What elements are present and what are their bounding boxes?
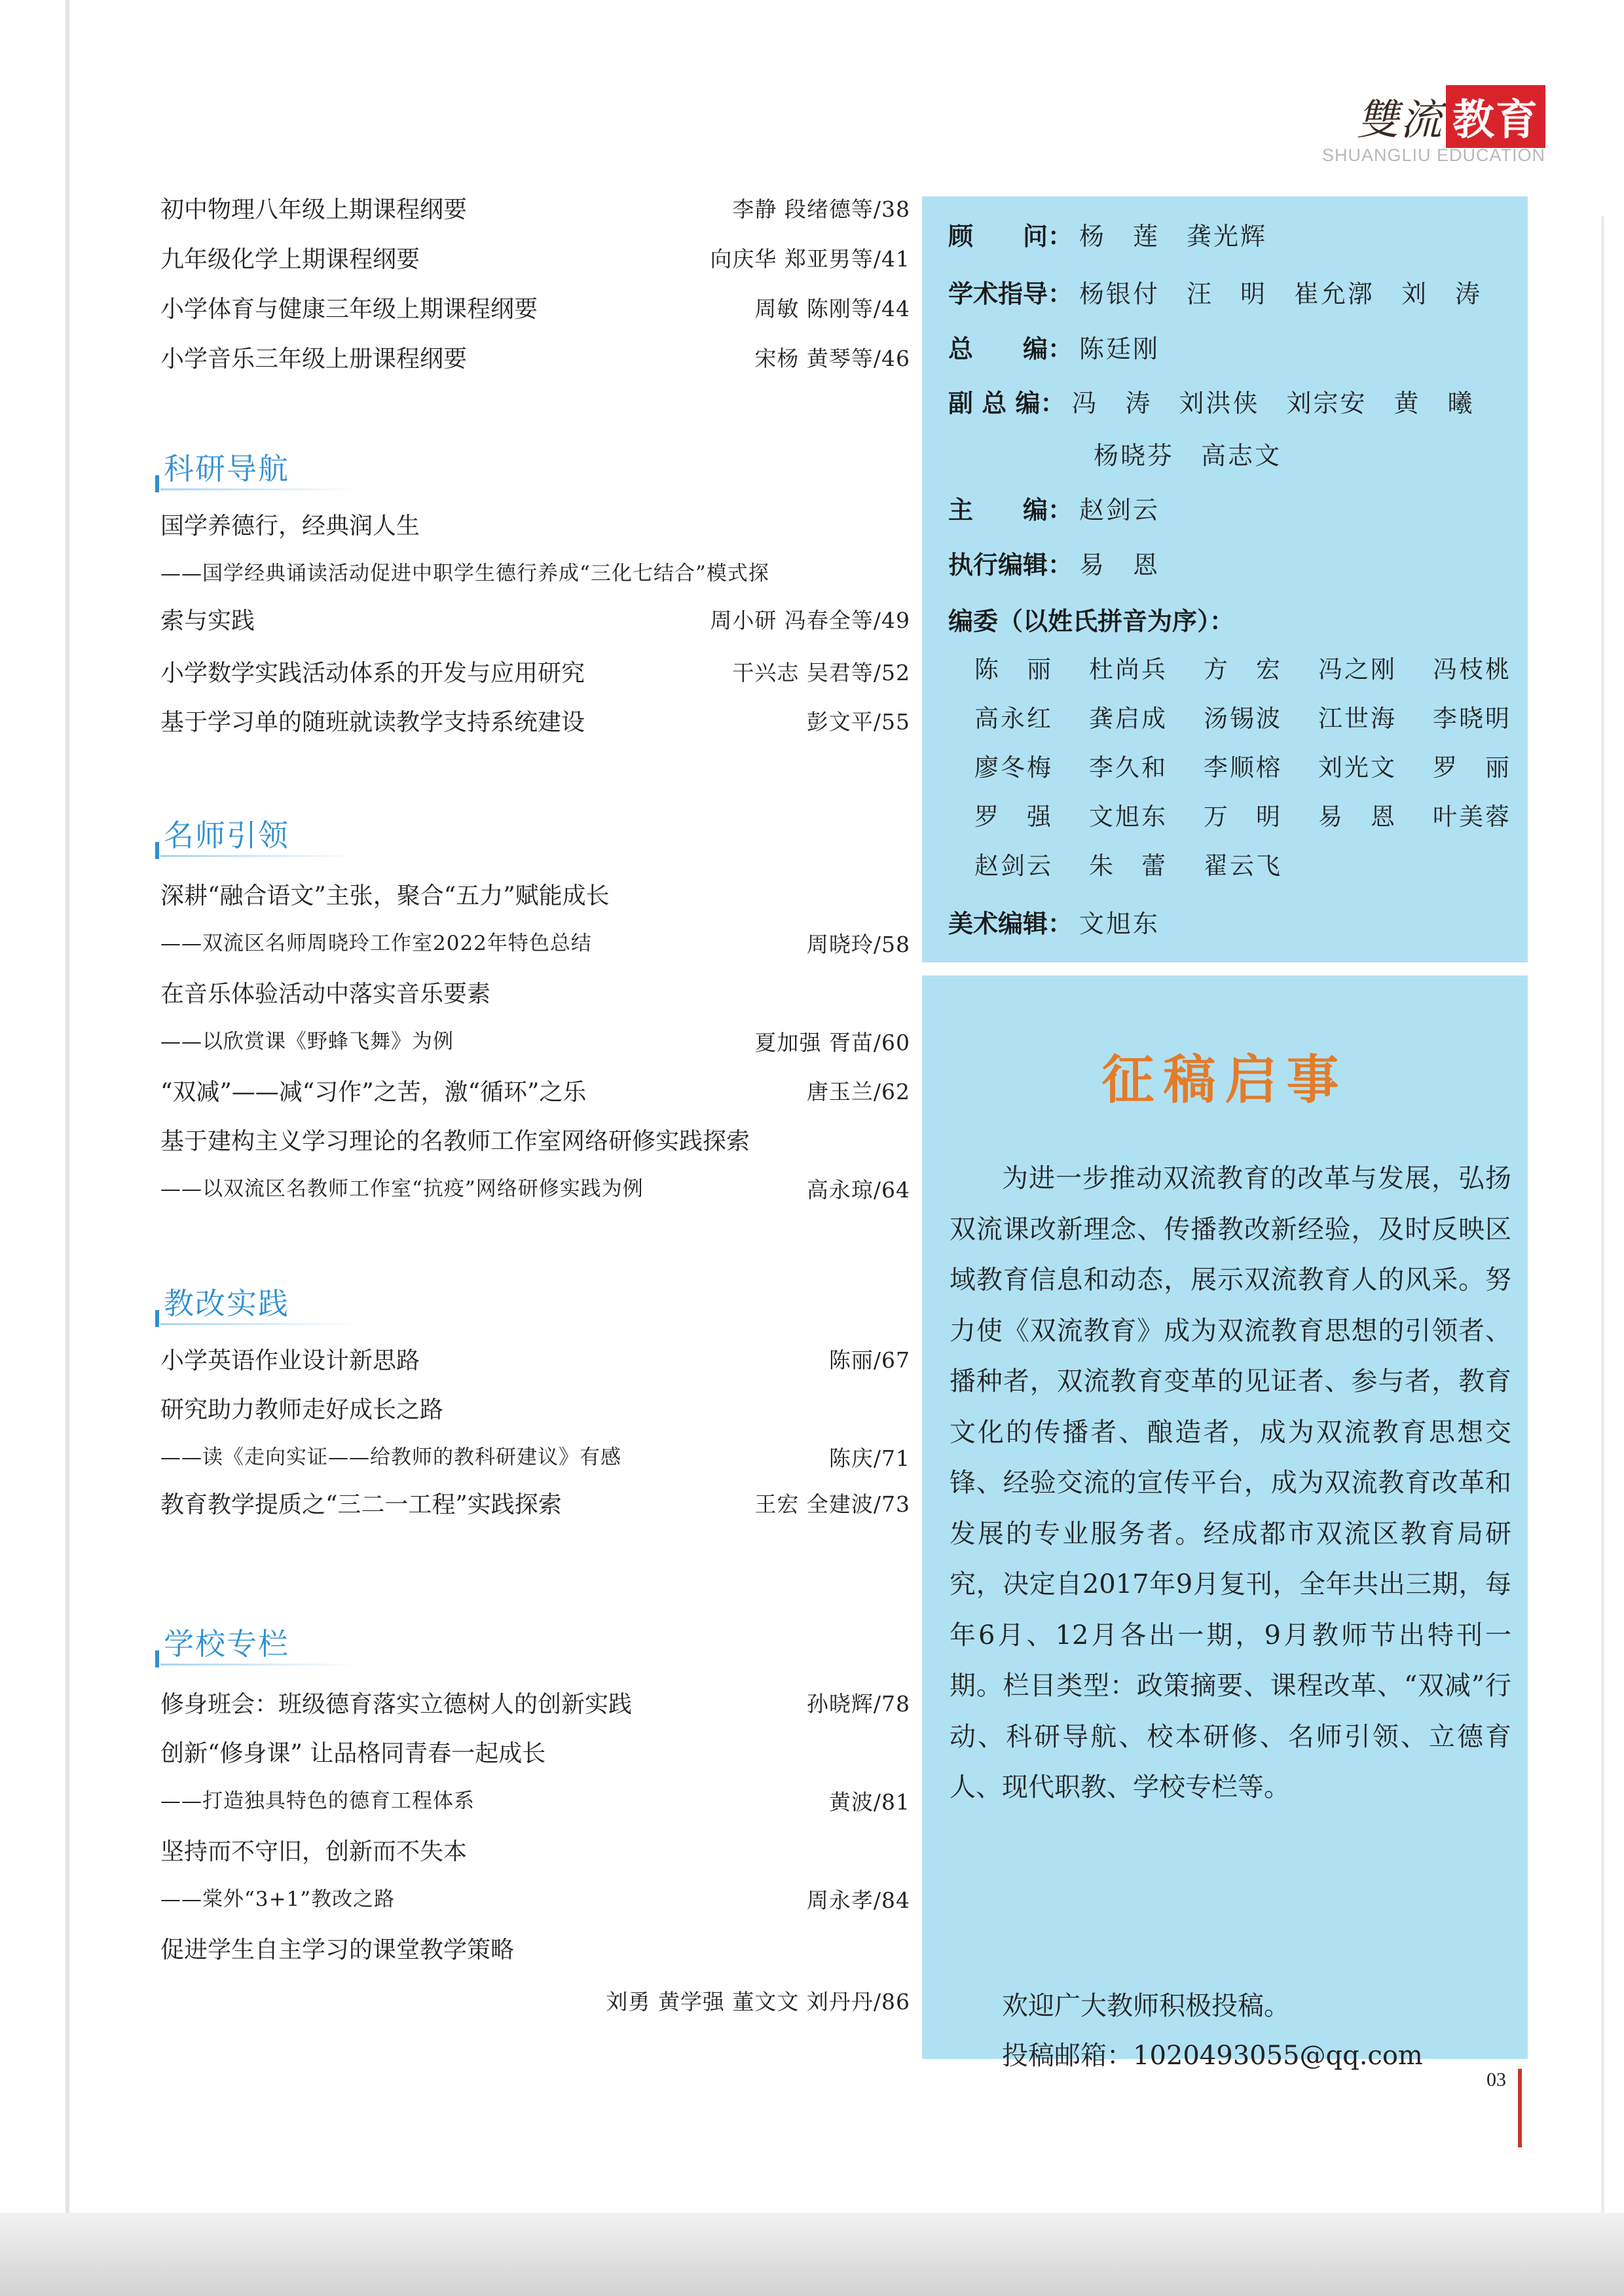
- toc-entry-title: “双减”——减“习作”之苦，激“循环”之乐: [160, 1079, 587, 1106]
- toc-entry-title: ——打造独具特色的德育工程体系: [160, 1789, 475, 1813]
- section-marker: [155, 475, 159, 492]
- toc-entry: [160, 1735, 910, 1774]
- editor-name: 刘光文: [1318, 754, 1397, 782]
- staff-row: [948, 435, 1282, 475]
- toc-entry-title: 索与实践: [160, 608, 255, 634]
- toc-entry-author: 陈庆/71: [828, 1446, 910, 1471]
- editor-name: 高永红: [974, 704, 1053, 733]
- staff-names: 杨晓芬 高志文: [1094, 441, 1282, 470]
- toc-entry: [160, 1440, 910, 1480]
- section-title: 教改实践: [164, 1286, 289, 1321]
- toc-entry-title: 深耕“融合语文”主张，聚合“五力”赋能成长: [160, 883, 610, 909]
- toc-entry-author: 陈丽/67: [828, 1347, 910, 1373]
- editor-name: 李晓明: [1433, 704, 1511, 733]
- editor-name: 叶美蓉: [1433, 803, 1511, 831]
- toc-entry-title: ——双流区名师周晓玲工作室2022年特色总结: [160, 932, 592, 955]
- scan-bottom-shadow: [0, 2213, 1624, 2296]
- staff-row: [948, 274, 1482, 313]
- toc-entry-title: 初中物理八年级上期课程纲要: [160, 196, 468, 223]
- toc-entry: [160, 1686, 910, 1725]
- toc-entry-author: 宋杨 黄琴等/46: [754, 346, 910, 371]
- staff-row: [948, 490, 1160, 529]
- staff-role: 美术编辑：: [948, 909, 1073, 938]
- section-underline: [160, 488, 357, 490]
- staff-role: 执行编辑：: [948, 551, 1073, 579]
- editor-name: 冯枝桃: [1433, 655, 1511, 683]
- section-heading: [160, 445, 370, 491]
- editor-name: 罗 丽: [1433, 754, 1511, 782]
- staff-role: 主 编：: [948, 496, 1073, 524]
- toc-entry-title: ——读《走向实证——给教师的教科研建议》有感: [160, 1446, 621, 1469]
- toc-entry-title: ——国学经典诵读活动促进中职学生德行养成“三化七结合”模式探: [160, 562, 769, 585]
- toc-entry: [160, 556, 910, 596]
- toc-entry-author: 干兴志 吴君等/52: [732, 660, 910, 685]
- notice-email: 投稿邮箱：1020493055@qq.com: [1002, 2041, 1423, 2071]
- toc-entry-title: 小学英语作业设计新思路: [160, 1347, 420, 1374]
- toc-entry: [160, 1342, 910, 1381]
- toc-entry: [160, 1123, 910, 1162]
- toc-entry: [160, 1784, 910, 1823]
- toc-entry-title: 创新“修身课” 让品格同青春一起成长: [160, 1740, 546, 1767]
- toc-entry: [160, 1025, 910, 1064]
- editor-name: 汤锡波: [1204, 704, 1282, 733]
- toc-entry-author: 高永琼/64: [806, 1177, 910, 1203]
- staff-names: 杨银付 汪 明 崔允漷 刘 涛: [1079, 280, 1483, 308]
- toc-entry-title: 九年级化学上期课程纲要: [160, 246, 420, 273]
- toc-entry-title: ——以双流区名教师工作室“抗疫”网络研修实践为例: [160, 1177, 644, 1201]
- logo-text: 雙流: [1357, 96, 1443, 145]
- toc-entry: [160, 926, 910, 966]
- toc-entry-author: 向庆华 郑亚男等/41: [710, 246, 910, 272]
- toc-entry-author: 彭文平/55: [806, 709, 910, 735]
- staff-row: [948, 601, 1234, 640]
- staff-names: 赵剑云: [1079, 496, 1160, 524]
- editor-name: 万 明: [1204, 803, 1282, 831]
- toc-entry: [160, 1074, 910, 1113]
- toc-entry-author: 周晓玲/58: [806, 932, 910, 957]
- toc-entry-title: 基于学习单的随班就读教学支持系统建设: [160, 709, 585, 736]
- toc-entry-author: 夏加强 胥苗/60: [754, 1030, 910, 1055]
- editor-name: 李久和: [1089, 754, 1168, 782]
- toc-entry-author: 刘勇 黄学强 董文文 刘丹丹/86: [606, 1989, 910, 2014]
- toc-entry: [160, 1391, 910, 1430]
- toc-entry: [160, 1984, 910, 2023]
- staff-role: 副 总 编：: [948, 389, 1065, 418]
- call-for-papers-panel: [922, 975, 1528, 2071]
- toc-entry-title: 教育教学提质之“三二一工程”实践探索: [160, 1491, 562, 1518]
- editor-name: 赵剑云: [974, 852, 1053, 880]
- page-right-edge: [1601, 216, 1604, 2226]
- toc-entry: [160, 975, 910, 1015]
- logo-chinese: [1322, 85, 1545, 148]
- staff-names: 陈廷刚: [1079, 335, 1160, 363]
- toc-entry-title: 促进学生自主学习的课堂教学策略: [160, 1937, 515, 1963]
- editor-name: 易 恩: [1318, 803, 1397, 831]
- toc-entry-title: 小学音乐三年级上册课程纲要: [160, 346, 468, 373]
- toc-entry: [160, 1931, 910, 1971]
- toc-entry: [160, 191, 910, 230]
- toc-entry-author: 周永孝/84: [806, 1887, 910, 1913]
- staff-role: 学术指导：: [948, 280, 1073, 308]
- editor-name: 冯之刚: [1318, 655, 1397, 683]
- editor-name: 陈 丽: [974, 655, 1053, 683]
- toc-entry-title: 坚持而不守旧，创新而不失本: [160, 1838, 468, 1865]
- staff-names: 杨 莲 龚光辉: [1079, 222, 1268, 251]
- notice-welcome: 欢迎广大教师积极投稿。: [1002, 1991, 1290, 2021]
- toc-entry: [160, 291, 910, 330]
- toc-entry: [160, 1172, 910, 1211]
- toc-entry: [160, 704, 910, 743]
- section-underline: [160, 855, 357, 857]
- editor-name: 杜尚兵: [1089, 655, 1168, 683]
- page-number: 03: [1486, 2069, 1506, 2090]
- logo-english: SHUANGLIU EDUCATION: [1321, 145, 1545, 165]
- editor-name: 廖冬梅: [974, 754, 1053, 782]
- toc-entry-title: ——以欣赏课《野蜂飞舞》为例: [160, 1030, 454, 1053]
- toc-entry: [160, 1833, 910, 1872]
- staff-panel: [922, 196, 1528, 962]
- staff-names: 易 恩: [1079, 551, 1160, 579]
- staff-role: 顾 问：: [948, 222, 1073, 251]
- staff-row: [948, 329, 1160, 368]
- editor-name: 方 宏: [1204, 655, 1282, 683]
- toc-entry-title: 修身班会：班级德育落实立德树人的创新实践: [160, 1691, 633, 1718]
- section-heading: [160, 1280, 370, 1326]
- toc-entry-title: 在音乐体验活动中落实音乐要素: [160, 981, 491, 1008]
- notice-title: 征稿启事: [1101, 1049, 1348, 1110]
- staff-row-art-editor: [948, 903, 1160, 943]
- section-underline: [160, 1323, 357, 1325]
- toc-entry-author: 李静 段绪德等/38: [732, 196, 910, 222]
- section-title: 学校专栏: [164, 1626, 289, 1662]
- staff-names: 冯 涛 刘洪侠 刘宗安 黄 曦: [1071, 389, 1475, 418]
- staff-row: [948, 216, 1267, 255]
- toc-entry: [160, 1882, 910, 1922]
- section-underline: [160, 1664, 357, 1666]
- toc-entry-title: 研究助力教师走好成长之路: [160, 1396, 444, 1423]
- toc-entry-author: 黄波/81: [828, 1789, 910, 1815]
- toc-entry-title: 国学养德行，经典润人生: [160, 513, 420, 539]
- toc-entry-title: ——棠外“3+1”教改之路: [160, 1887, 396, 1911]
- toc-entry-title: 基于建构主义学习理论的名教师工作室网络研修实践探索: [160, 1128, 750, 1155]
- toc-entry: [160, 507, 910, 547]
- toc-entry-author: 周敏 陈刚等/44: [754, 296, 910, 321]
- toc-entry-title: 小学体育与健康三年级上期课程纲要: [160, 296, 538, 323]
- editor-name: 罗 强: [974, 803, 1053, 831]
- staff-row: [948, 383, 1474, 422]
- editor-name: 朱 蕾: [1089, 852, 1168, 880]
- page-left-edge: [65, 0, 69, 2213]
- section-title: 名师引领: [164, 818, 289, 853]
- toc-entry: [160, 877, 910, 917]
- editor-name: 文旭东: [1089, 803, 1168, 831]
- toc-entry: [160, 340, 910, 380]
- section-title: 科研导航: [164, 451, 289, 486]
- section-marker: [155, 1650, 159, 1667]
- editor-name: 龚启成: [1089, 704, 1168, 733]
- toc-entry-author: 周小研 冯春全等/49: [710, 608, 910, 633]
- toc-entry: [160, 1486, 910, 1525]
- editor-name: 江世海: [1318, 704, 1397, 733]
- staff-row: [948, 545, 1160, 584]
- toc-entry: [160, 241, 910, 280]
- logo-red-text: 教育: [1446, 85, 1545, 148]
- toc-entry-author: 王宏 全建波/73: [754, 1491, 910, 1517]
- toc-entry-author: 孙晓辉/78: [806, 1691, 910, 1717]
- section-heading: [160, 1620, 370, 1666]
- toc-entry: [160, 602, 910, 642]
- staff-role: 总 编：: [948, 335, 1073, 363]
- section-marker: [155, 842, 159, 859]
- toc-entry-title: 小学数学实践活动体系的开发与应用研究: [160, 660, 585, 687]
- magazine-logo: [1322, 85, 1545, 166]
- toc-entry-author: 唐玉兰/62: [806, 1079, 910, 1104]
- staff-role: 编委（以姓氏拼音为序）：: [948, 607, 1235, 636]
- staff-names: 文旭东: [1079, 909, 1160, 938]
- editor-name: 李顺榕: [1204, 754, 1282, 782]
- toc-entry: [160, 655, 910, 694]
- editor-name: 翟云飞: [1204, 852, 1282, 880]
- page-number-bar: [1518, 2069, 1522, 2147]
- section-marker: [155, 1310, 159, 1327]
- notice-body: 为进一步推动双流教育的改革与发展，弘扬双流课改新理念、传播教改新经验，及时反映区域教育信息和动态，展示双流教育人的风采。努力使《双流教育》成为双流教育思想的引领者、播种者，双流教育变革的见证者、参与者，教育文化的传播者、酿造者，成为双流教育思想交锋、经验交流的宣传平台，成为双流教育改革和发展的专业服务者。经成都市双流区教育局研究，决定自2017年9月复刊，全年共出三期，每年6月、12月各出一期，9月教师节出特刊一期。栏目类型：政策摘要、课程改革、“双减”行动、科研导航、校本研修、名师引领、立德育人、现代职教、学校专栏等。: [950, 1163, 1511, 1802]
- section-heading: [160, 812, 370, 858]
